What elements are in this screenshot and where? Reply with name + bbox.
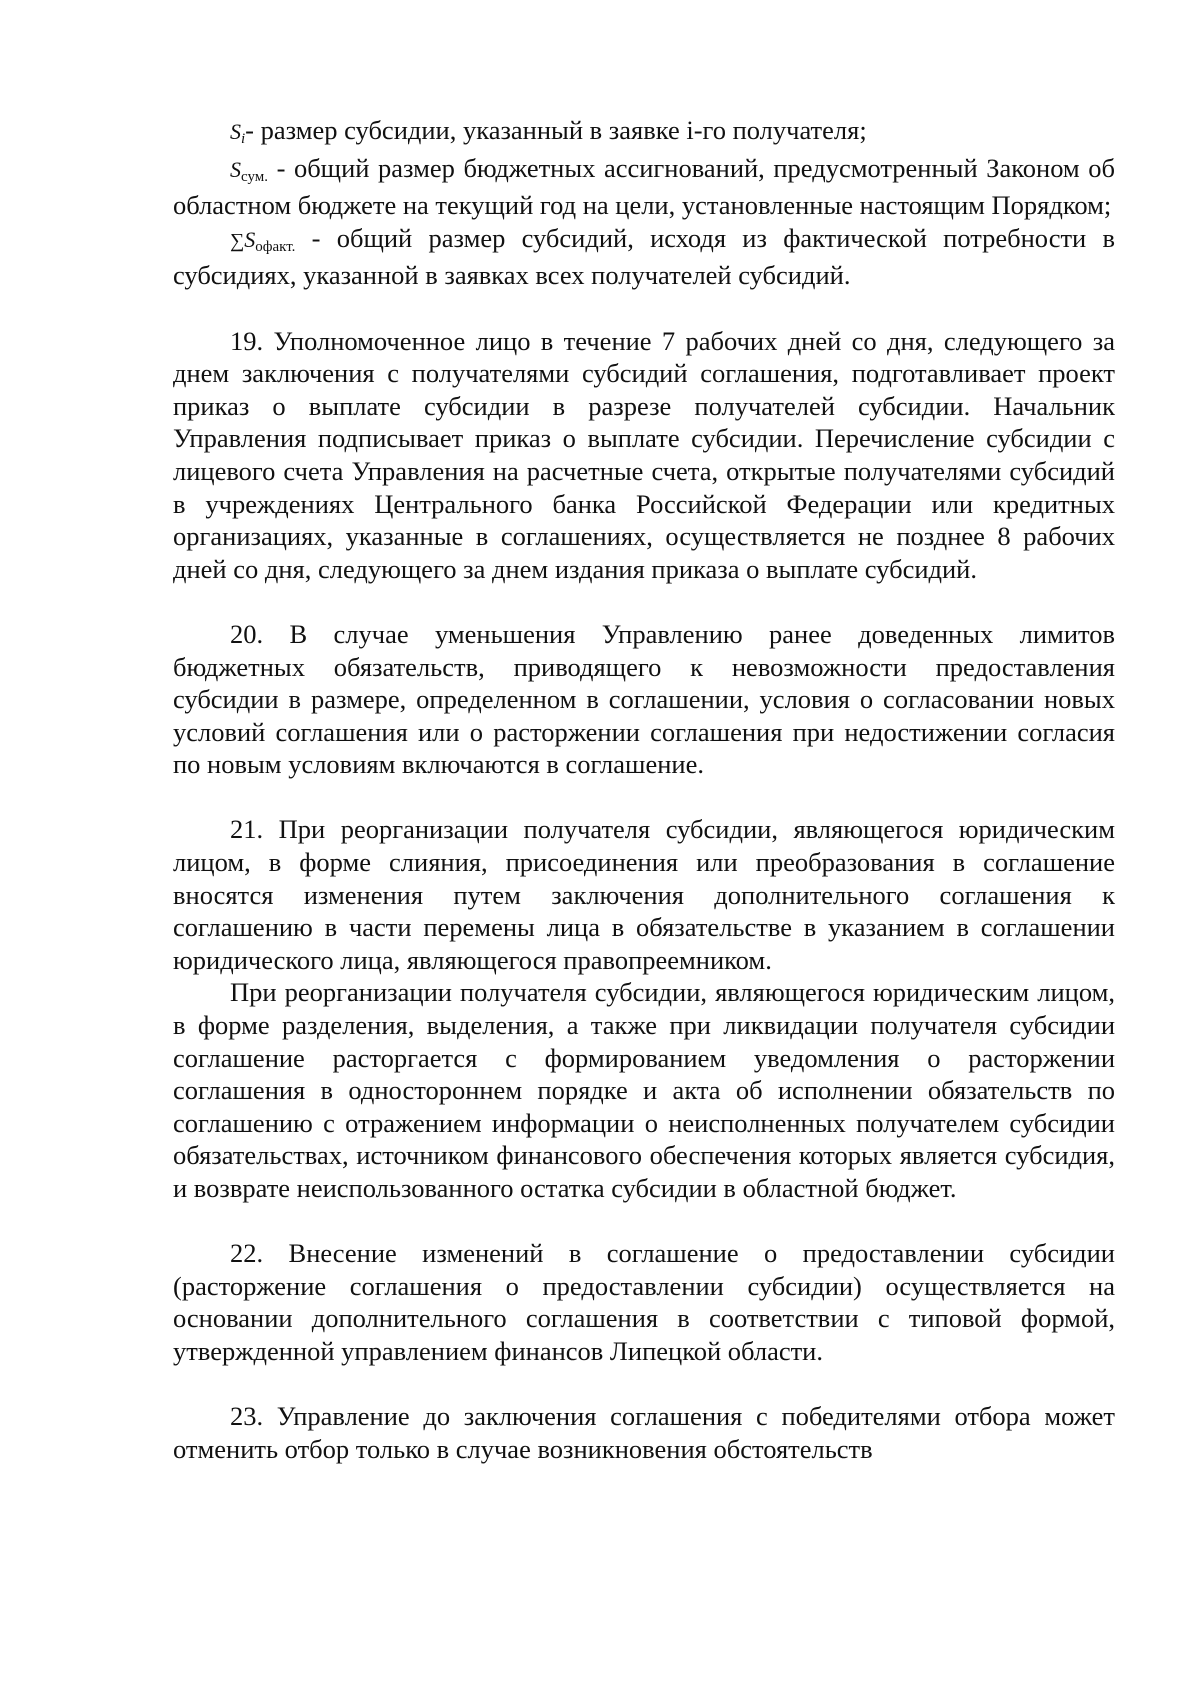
paragraph-21-continued: При реорганизации получателя субсидии, являющегося юридическим лицом, в форме разделения, выделения, а также при ликвидации получателя субсидии соглашение расторгается с формированием уведомления о расторжении соглашения в одностороннем порядке и акта об исполнении обязательств по соглашению с отражением информации о неисполненных получателем субсидии обязательствах, источником финансового обеспечения которых является субсидия, и возврате неиспользованного остатка субсидии в областной бюджет. <box>173 977 1115 1203</box>
symbol-si <box>230 119 246 147</box>
symbol-subscript: офакт. <box>255 238 296 255</box>
sigma-symbol: ∑ <box>230 229 245 252</box>
symbol-sfact <box>230 226 296 255</box>
paragraph-19: 19. Уполномоченное лицо в течение 7 рабочих дней со дня, следующего за днем заключения с получателями субсидий соглашения, подготавливает проект приказ о выплате субсидии в разрезе получателей субсидии. Начальник Управления подписывает приказ о выплате субсидии. Перечисление субсидии с лицевого счета Управления на расчетные счета, открытые получателями субсидий в учреждениях Центрального банка Российской Федерации или кредитных организациях, указанные в соглашениях, осуществляется не позднее 8 рабочих дней со дня, следующего за днем издания приказа о выплате субсидий. <box>173 325 1115 584</box>
definition-sfact <box>173 222 1115 292</box>
symbol-subscript: сум. <box>241 168 269 185</box>
definition-si <box>173 114 1115 152</box>
definition-ssum <box>173 152 1115 222</box>
symbol-letter: S <box>244 226 256 252</box>
definition-text: - общий размер бюджетных ассигнований, предусмотренный Законом об областном бюджете на текущий год на цели, установленные настоящим Порядком; <box>173 152 1115 221</box>
paragraph-21: 21. При реорганизации получателя субсидии, являющегося юридическим лицом, в форме слияния, присоединения или преобразования в соглашение вносятся изменения путем заключения дополнительного соглашения к соглашению в части перемены лица в обязательстве в указанием в соглашении юридического лица, являющегося правопреемником. <box>173 814 1115 975</box>
symbol-subscript: i <box>241 131 246 147</box>
symbol-ssum <box>230 156 269 185</box>
symbol-letter: S <box>230 156 241 182</box>
paragraph-23: 23. Управление до заключения соглашения с победителями отбора может отменить отбор только в случае возникновения обстоятельств <box>173 1401 1115 1464</box>
definition-text: - размер субсидии, указанный в заявке i-го получателя; <box>245 115 867 145</box>
paragraph-20: 20. В случае уменьшения Управлению ранее доведенных лимитов бюджетных обязательств, приводящего к невозможности предоставления субсидии в размере, определенном в соглашении, условия о согласовании новых условий соглашения или о расторжении соглашения при недостижении согласия по новым условиям включаются в соглашение. <box>173 618 1115 780</box>
symbol-letter: S <box>230 119 241 144</box>
document-body <box>173 114 1115 1465</box>
definition-text: - общий размер субсидий, исходя из фактической потребности в субсидиях, указанной в заявках всех получателей субсидий. <box>173 222 1115 291</box>
paragraph-22: 22. Внесение изменений в соглашение о предоставлении субсидии (расторжение соглашения о предоставлении субсидии) осуществляется на основании дополнительного соглашения в соответствии с типовой формой, утвержденной управлением финансов Липецкой области. <box>173 1238 1115 1366</box>
